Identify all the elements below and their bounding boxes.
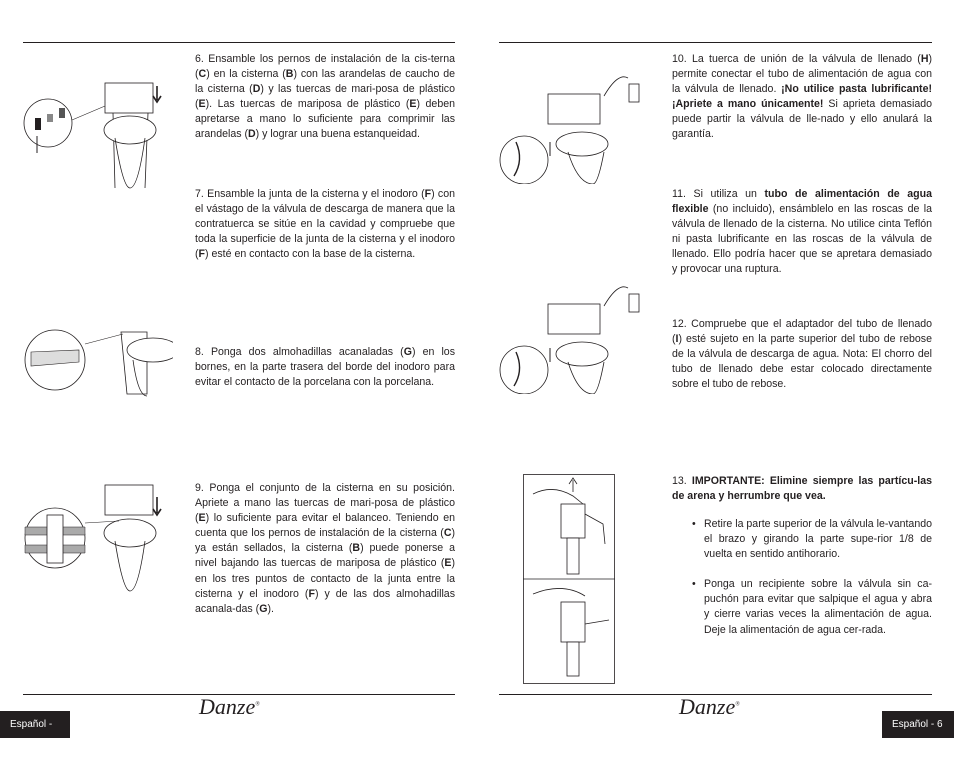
- list-item: [692, 517, 932, 562]
- step9-part3: ) ya están sellados, la cisterna (: [195, 527, 455, 555]
- step9-text: [195, 481, 455, 617]
- step10-label-h: H: [920, 53, 929, 65]
- step6-illustration: [23, 78, 173, 190]
- step10-part3: Si aprieta demasiado puede partir la válvula de lle-nado y ello anulará la garantía.: [672, 98, 932, 141]
- step12-text: [672, 317, 932, 392]
- danze-logo-left: [199, 694, 260, 720]
- step8-text: [195, 345, 455, 390]
- step7-part1: 7. Ensamble la junta de la cisterna y el inodoro (: [195, 188, 425, 200]
- step7-text: [195, 187, 455, 262]
- step6-part6: ) deben apretarse a mano lo suficiente para comprimir las arandelas (: [195, 98, 455, 141]
- step9-part5: ) en los tres puntos de contacto de la junta entre la cisterna y el inodoro (: [195, 557, 455, 600]
- step6-label-d: D: [252, 83, 261, 96]
- step8-illustration: [23, 322, 173, 402]
- step8-part2: ) en los bornes, en la parte trasera del borde del inodoro para evitar el contacto de la porcelana con la porcelana.: [195, 346, 455, 389]
- step6-part3: ) con las arandelas de caucho de la cisterna (: [195, 68, 455, 96]
- step13-number: 13.: [672, 475, 692, 487]
- step6-part4: ) y las tuercas de mari-posa de plástico (: [195, 83, 455, 111]
- step11-emphasis: tubo de alimentación de agua flexible: [672, 188, 932, 216]
- step7-label-f2: F: [198, 248, 206, 261]
- step9-illustration: [23, 483, 173, 595]
- step13-illustration: [523, 474, 615, 684]
- bullet-text: Ponga un recipiente sobre la válvula sin ca-puchón para evitar que salpique el agua y abra y cierre varias veces la alimentación de agua. Deje la alimentación de agua cer-rada.: [704, 578, 932, 636]
- step6-label-e2: E: [409, 98, 417, 111]
- step13-important: IMPORTANTE: Elimine siempre las partícu-las de arena y herrumbre que vea.: [672, 475, 932, 503]
- bullet-text: Retire la parte superior de la válvula le-vantando el brazo y girando la parte supe-rior 1/8 de vuelta en sentido antihorario.: [704, 518, 932, 561]
- list-item: [692, 577, 932, 637]
- top-rule-left: [23, 42, 455, 43]
- step9-label-e: E: [198, 512, 206, 525]
- step9-part4: ) puede ponerse a nivel bajando las tuercas de mariposa de plástico (: [195, 542, 455, 570]
- registered-mark-left: ®: [255, 701, 260, 708]
- step12-illustration: [498, 282, 648, 394]
- step7-label-f: F: [424, 188, 432, 200]
- step6-label-c: C: [198, 68, 207, 81]
- step6-part1: 6. Ensamble los pernos de instalación de la cis-terna (: [195, 53, 455, 81]
- page-label-right: Español - 6: [882, 711, 954, 738]
- step9-part1: 9. Ponga el conjunto de la cisterna en su posición. Apriete a mano las tuercas de mari-posa de plástico (: [195, 482, 455, 525]
- step6-part2: ) en la cisterna (: [206, 68, 286, 81]
- step8-label-g: G: [403, 346, 412, 358]
- step9-label-e2: E: [444, 557, 452, 570]
- step6-part5: ). Las tuercas de mariposa de plástico (: [205, 98, 410, 111]
- step10-text: [672, 52, 932, 143]
- step9-label-g: G: [259, 602, 268, 615]
- step10-warning: ¡No utilice pasta lubrificante! ¡Apriete a mano únicamente!: [672, 83, 932, 111]
- step7-part2: ) con el vástago de la válvula de descarga de manera que la contratuerca se sitúe en la cavidad y compruebe que toda la superficie de la junta de la cisterna y el inodoro (: [195, 188, 455, 261]
- step11-part2: (no incluido), ensámblelo en las roscas de la válvula de llenado de la cisterna. No utilice cinta Teflón ni pasta lubrificante en las roscas de la válvula de llenado. Ello podría hacer que se apretara demasiado y provocar una ruptura.: [672, 203, 932, 276]
- step8-part1: 8. Ponga dos almohadillas acanaladas (: [195, 346, 404, 358]
- registered-mark-right: ®: [735, 701, 740, 708]
- step9-part7: ).: [267, 602, 274, 615]
- step9-label-f: F: [308, 587, 315, 600]
- step13-heading: [672, 474, 932, 504]
- step12-part2: ) esté sujeto en la parte superior del tubo de rebose de la válvula de descarga de agua. Nota: El chorro del tubo de llenado debe estar colocado directamente sobre el tubo de rebose.: [672, 333, 932, 391]
- step13-bullet-list: [692, 517, 932, 653]
- step9-part2: ) lo suficiente para evitar el balanceo. Teniendo en cuenta que los pernos de instalación de la cisterna (: [195, 512, 455, 540]
- step11-text: [672, 187, 932, 278]
- step6-label-b: B: [285, 68, 294, 81]
- step10-illustration: [498, 72, 648, 184]
- page-label-left: Español - 5: [0, 711, 70, 738]
- step12-label-i: I: [675, 333, 679, 346]
- bullet-mark: •: [692, 578, 696, 591]
- logo-text-left: Danze: [199, 694, 256, 719]
- step6-part7: ) y lograr una buena estanqueidad.: [255, 128, 420, 141]
- step6-label-d2: D: [248, 128, 256, 141]
- step6-label-e: E: [198, 98, 206, 111]
- danze-logo-right: [679, 694, 740, 720]
- step7-part3: ) esté en contacto con la base de la cisterna.: [205, 248, 416, 261]
- bullet-mark: •: [692, 518, 696, 530]
- step11-part1: 11. Si utiliza un: [672, 188, 765, 200]
- step9-part6: ) y de las dos almohadillas acanala-das (: [195, 587, 455, 615]
- top-rule-right: [499, 42, 932, 43]
- step10-part1: 10. La tuerca de unión de la válvula de llenado (: [672, 53, 921, 65]
- step6-text: [195, 52, 455, 143]
- logo-text-right: Danze: [679, 694, 736, 719]
- step9-label-b: B: [352, 542, 361, 555]
- step12-part1: 12. Compruebe que el adaptador del tubo de llenado (: [672, 318, 932, 346]
- step9-label-c: C: [443, 527, 452, 540]
- step10-part2: ) permite conectar el tubo de alimentación de agua con la válvula de llenado.: [672, 53, 932, 96]
